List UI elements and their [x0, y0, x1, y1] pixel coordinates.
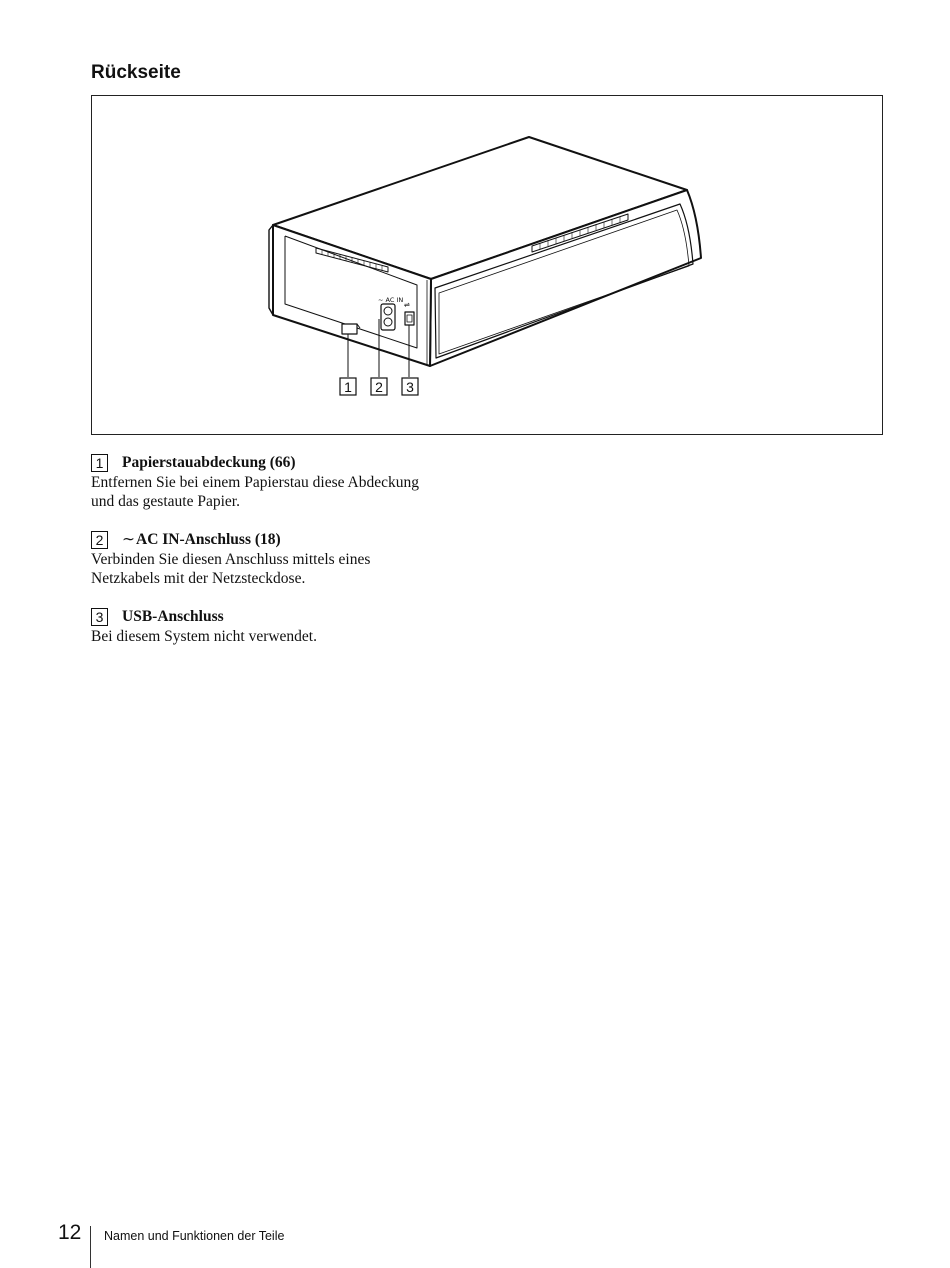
ac-in-label: ~ AC IN: [378, 296, 404, 304]
item-title: USB-Anschluss: [122, 608, 224, 625]
printer-drawing: [92, 96, 882, 434]
device-rear-illustration: [91, 95, 883, 435]
item-title: Papierstauabdeckung (66): [122, 454, 296, 471]
section-heading: Rückseite: [91, 62, 181, 83]
usb-icon: ⇌: [404, 301, 410, 309]
footer-divider: [90, 1226, 91, 1268]
item-number: 1: [91, 454, 108, 472]
item-number: 2: [91, 531, 108, 549]
item-desc-line: Verbinden Sie diesen Anschluss mittels eines: [91, 550, 371, 568]
item-desc-line: Bei diesem System nicht verwendet.: [91, 627, 317, 645]
callout-1: 1: [344, 379, 352, 395]
item-desc-line: Netzkabels mit der Netzsteckdose.: [91, 570, 306, 587]
item-usb: [91, 607, 511, 646]
callout-3: 3: [406, 379, 414, 395]
item-desc-line: Entfernen Sie bei einem Papierstau diese Abdeckung: [91, 473, 419, 491]
callout-2: 2: [375, 379, 383, 395]
item-ac-in: [91, 530, 511, 589]
item-title: AC IN-Anschluss (18): [136, 531, 281, 548]
footer-section-title: Namen und Funktionen der Teile: [104, 1229, 285, 1243]
item-desc-line: und das gestaute Papier.: [91, 493, 240, 510]
item-number: 3: [91, 608, 108, 626]
ac-symbol-icon: ∼: [122, 531, 135, 548]
page-number: 12: [58, 1221, 82, 1244]
item-paper-jam-cover: [91, 453, 511, 512]
